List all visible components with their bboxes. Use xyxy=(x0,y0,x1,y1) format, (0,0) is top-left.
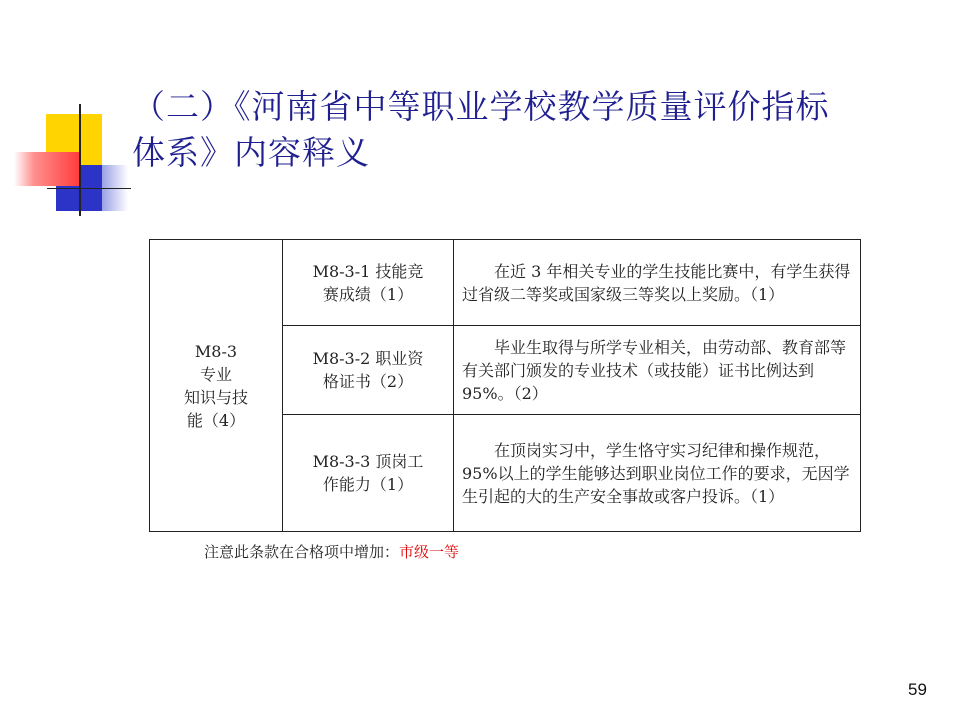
table-row xyxy=(150,240,861,326)
category-line: 能（4） xyxy=(186,410,246,430)
item-line: 格证书（2） xyxy=(322,372,414,391)
criteria-table xyxy=(149,239,861,532)
description-cell xyxy=(454,240,861,326)
item-cell xyxy=(283,326,454,415)
slide-title xyxy=(132,84,932,176)
category-line: 专业 xyxy=(199,364,232,384)
item-cell xyxy=(283,415,454,532)
note-prefix: 注意此条款在合格项中增加： xyxy=(204,543,400,561)
description-text: 在顶岗实习中，学生恪守实习纪律和操作规范，95%以上的学生能够达到职业岗位工作的要求，无因学生引起的大的生产安全事故或客户投诉。（1） xyxy=(462,440,850,506)
category-line: 知识与技 xyxy=(183,387,248,407)
decor-horizontal-line xyxy=(47,188,131,189)
item-line: M8-3-3 顶岗工 xyxy=(312,452,424,471)
note-text xyxy=(204,541,459,562)
description-text: 在近 3 年相关专业的学生技能比赛中，有学生获得过省级二等奖或国家级三等奖以上奖励。（1） xyxy=(462,261,851,304)
note-highlight: 市级一等 xyxy=(399,543,460,561)
item-cell xyxy=(283,240,454,326)
description-text: 毕业生取得与所学专业相关，由劳动部、教育部等有关部门颁发的专业技术（或技能）证书比例达到 95%。（2） xyxy=(462,337,847,403)
slide-title-line-1: （二）《河南省中等职业学校教学质量评价指标 xyxy=(132,87,830,126)
description-cell xyxy=(454,415,861,532)
page-number: 59 xyxy=(908,680,927,699)
item-line: M8-3-1 技能竞 xyxy=(312,261,424,281)
category-code: M8-3 xyxy=(194,341,238,361)
category-cell xyxy=(150,240,283,532)
decor-vertical-line xyxy=(79,104,81,216)
slide-title-line-2: 体系》内容释义 xyxy=(132,133,370,172)
item-line: 赛成绩（1） xyxy=(322,284,414,304)
description-cell xyxy=(454,326,861,415)
decor-red-bar xyxy=(14,152,80,186)
item-line: 作能力（1） xyxy=(322,475,414,494)
item-line: M8-3-2 职业资 xyxy=(312,349,424,368)
